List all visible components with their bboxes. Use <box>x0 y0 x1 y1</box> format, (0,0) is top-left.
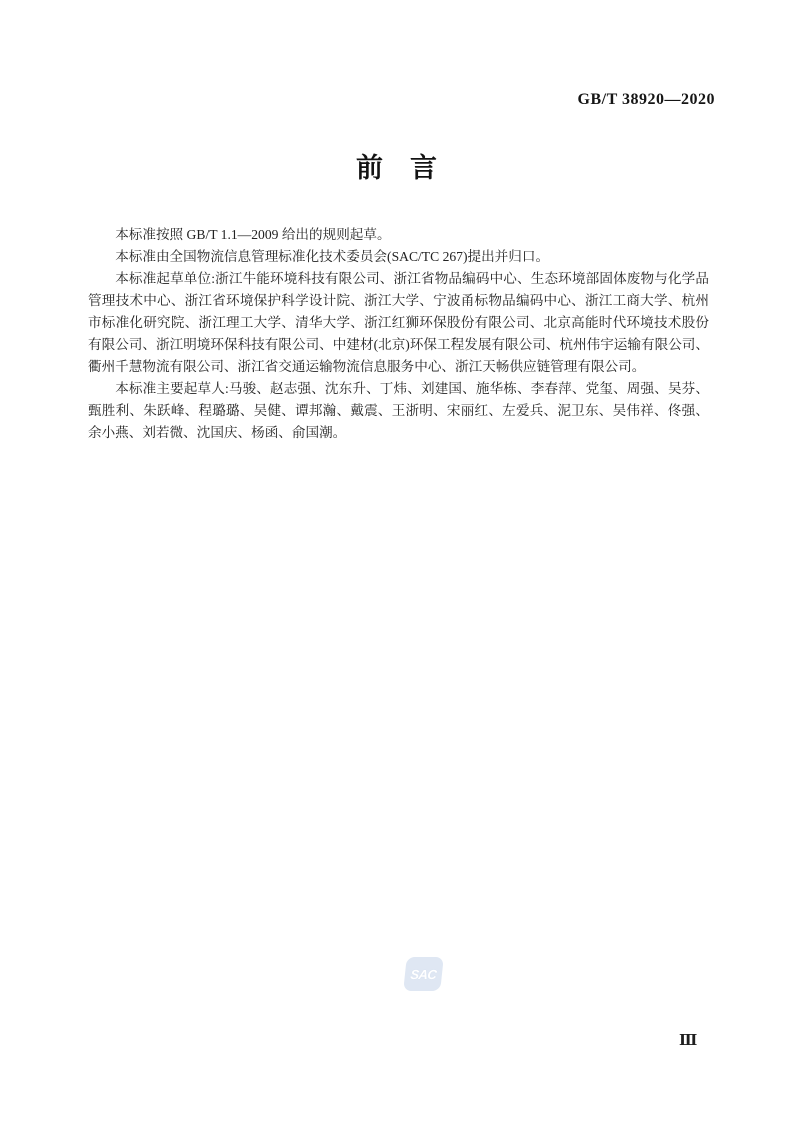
foreword-paragraph-proposing-committee: 本标准由全国物流信息管理标准化技术委员会(SAC/TC 267)提出并归口。 <box>115 249 550 264</box>
foreword-body <box>88 224 709 444</box>
sac-watermark-text: SAC <box>409 966 438 982</box>
page-title: 前 言 <box>356 153 437 183</box>
foreword-paragraph-drafting-rules: 本标准按照 GB/T 1.1—2009 给出的规则起草。 <box>115 227 391 242</box>
sac-watermark-logo <box>403 957 444 991</box>
page-number: Ⅲ <box>679 1033 698 1049</box>
standard-number-header: GB/T 38920—2020 <box>577 91 715 108</box>
foreword-paragraph-main-drafters: 本标准主要起草人:马骏、赵志强、沈东升、丁炜、刘建国、施华栋、李春萍、党玺、周强、吴芬、甄胜利、朱跃峰、程璐璐、吴健、谭邦瀚、戴震、王浙明、宋丽红、左爱兵、泥卫东、吴伟祥、佟强、余小燕、刘若微、沈国庆、杨函、俞国潮。 <box>88 381 709 440</box>
foreword-paragraph-drafting-organizations: 本标准起草单位:浙江牛能环境科技有限公司、浙江省物品编码中心、生态环境部固体废物与化学品管理技术中心、浙江省环境保护科学设计院、浙江大学、宁波甬标物品编码中心、浙江工商大学、杭州市标准化研究院、浙江理工大学、清华大学、浙江红狮环保股份有限公司、北京高能时代环境技术股份有限公司、浙江明境环保科技有限公司、中建材(北京)环保工程发展有限公司、杭州伟宇运输有限公司、衢州千慧物流有限公司、浙江省交通运输物流信息服务中心、浙江天畅供应链管理有限公司。 <box>88 271 709 374</box>
